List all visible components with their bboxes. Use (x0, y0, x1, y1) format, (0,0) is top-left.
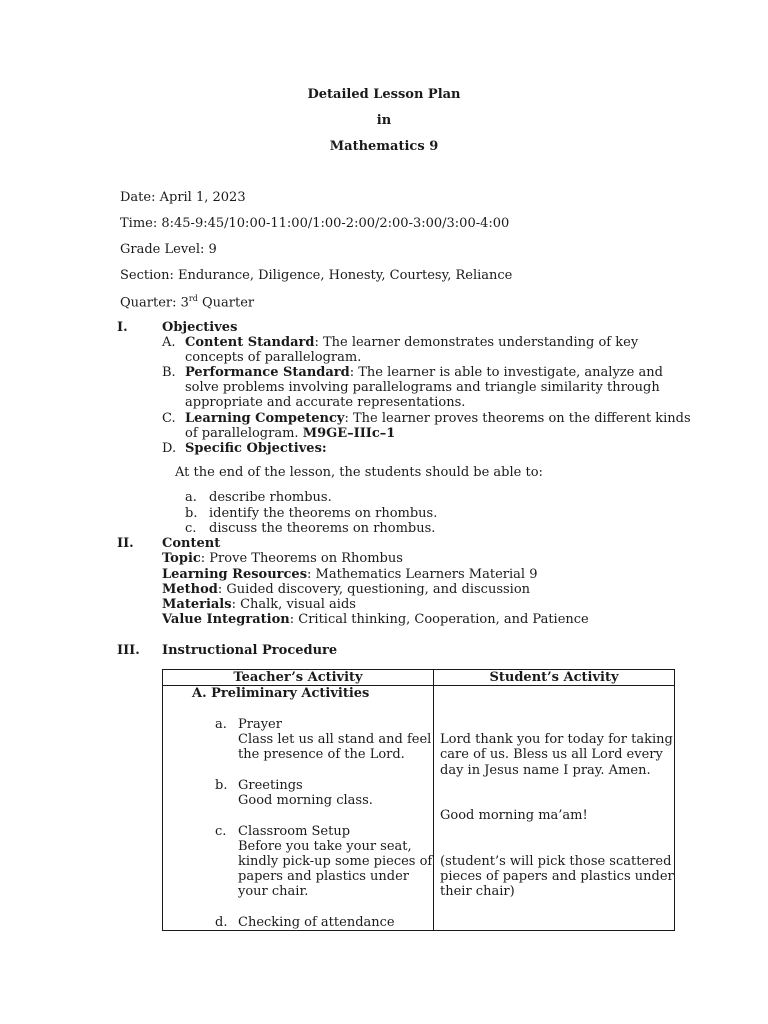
obj-c-letter: C. (162, 411, 176, 426)
prayer-letter: a. (215, 717, 227, 732)
obj-item-letter: a. (185, 490, 197, 505)
obj-c-line2 (185, 426, 395, 441)
obj-item-letter: b. (185, 506, 198, 521)
obj-b-line3: appropriate and accurate representations. (185, 395, 466, 410)
obj-item-text: describe rhombus. (209, 490, 332, 505)
obj-a-letter: A. (162, 335, 176, 350)
quarter-suffix: Quarter (197, 295, 255, 311)
content-standard-text: : The learner demonstrates understanding of key (314, 335, 639, 350)
title-line-1: Detailed Lesson Plan (307, 87, 461, 102)
date-line: Date: April 1, 2023 (120, 190, 246, 205)
greetings-letter: b. (215, 778, 228, 793)
student-cell (434, 686, 675, 931)
method-text: : Guided discovery, questioning, and discussion (217, 582, 531, 597)
student-setup-line1: (student’s will pick those scattered (440, 854, 672, 869)
learning-competency-text2: of parallelogram. (185, 426, 303, 441)
attendance-letter: d. (215, 915, 228, 930)
preliminary-activities-heading: A. Preliminary Activities (192, 686, 370, 701)
method-label: Method (162, 582, 218, 597)
title-line-2: in (376, 113, 392, 128)
objectives-intro: At the end of the lesson, the students should be able to: (175, 465, 543, 480)
specific-objectives-label: Specific Objectives: (185, 441, 327, 456)
obj-b-letter: B. (162, 365, 176, 380)
student-prayer-line2: care of us. Bless us all Lord every (440, 747, 663, 762)
student-column-header: Student’s Activity (434, 670, 675, 686)
student-greeting: Good morning ma’am! (440, 808, 588, 823)
content-numeral: II. (117, 536, 134, 551)
topic-label: Topic (162, 551, 201, 566)
materials-text: : Chalk, visual aids (231, 597, 356, 612)
topic-text: : Prove Theorems on Rhombus (200, 551, 403, 566)
teacher-column-header: Teacher’s Activity (163, 670, 434, 686)
student-prayer-line3: day in Jesus name I pray. Amen. (440, 763, 651, 778)
procedure-heading: Instructional Procedure (162, 643, 338, 658)
obj-item-text: identify the theorems on rhombus. (209, 506, 438, 521)
obj-b-line1 (185, 365, 663, 380)
materials-line (162, 597, 356, 612)
table-row (163, 686, 675, 931)
obj-c-line1 (185, 411, 691, 426)
method-line (162, 582, 530, 597)
competency-code: M9GE–IIIc–1 (302, 426, 396, 441)
obj-item-text: discuss the theorems on rhombus. (209, 521, 436, 536)
quarter-sup: rd (188, 294, 198, 303)
quarter-line (120, 294, 254, 310)
greetings-line1: Good morning class. (238, 793, 373, 808)
obj-b-line2: solve problems involving parallelograms and triangle similarity through (185, 380, 660, 395)
topic-line (162, 551, 403, 566)
title-line-3: Mathematics 9 (329, 139, 439, 154)
learning-competency-text: : The learner proves theorems on the different kinds (344, 411, 691, 426)
obj-a-line1 (185, 335, 638, 350)
performance-standard-label: Performance Standard (185, 365, 350, 380)
setup-line1: Before you take your seat, (238, 839, 412, 854)
section-line: Section: Endurance, Diligence, Honesty, Courtesy, Reliance (120, 268, 513, 283)
obj-item-letter: c. (185, 521, 197, 536)
student-prayer-line1: Lord thank you for today for taking (440, 732, 673, 747)
prayer-title: Prayer (238, 717, 282, 732)
performance-standard-text: : The learner is able to investigate, analyze and (349, 365, 663, 380)
setup-line3: papers and plastics under (238, 869, 410, 884)
setup-line4: your chair. (238, 884, 309, 899)
obj-d-letter: D. (162, 441, 177, 456)
attendance-title: Checking of attendance (238, 915, 395, 930)
value-line (162, 612, 589, 627)
student-setup-line2: pieces of papers and plastics under (440, 869, 674, 884)
objectives-numeral: I. (117, 320, 128, 335)
value-text: : Critical thinking, Cooperation, and Patience (289, 612, 589, 627)
prayer-line1: Class let us all stand and feel (238, 732, 432, 747)
time-line: Time: 8:45-9:45/10:00-11:00/1:00-2:00/2:00-3:00/3:00-4:00 (120, 216, 510, 231)
materials-label: Materials (162, 597, 232, 612)
table-header-row (163, 670, 675, 686)
teacher-cell (163, 686, 434, 931)
procedure-numeral: III. (117, 643, 140, 658)
quarter-prefix: Quarter: 3 (120, 295, 189, 311)
grade-line: Grade Level: 9 (120, 242, 217, 257)
prayer-line2: the presence of the Lord. (238, 747, 405, 762)
procedure-table (162, 669, 675, 931)
resources-label: Learning Resources (162, 567, 308, 582)
content-standard-label: Content Standard (185, 335, 315, 350)
learning-competency-label: Learning Competency (185, 411, 345, 426)
student-setup-line3: their chair) (440, 884, 515, 899)
setup-title: Classroom Setup (238, 824, 351, 839)
setup-line2: kindly pick-up some pieces of (238, 854, 433, 869)
obj-a-line2: concepts of parallelogram. (185, 350, 362, 365)
content-heading: Content (162, 536, 221, 551)
objectives-heading: Objectives (162, 320, 238, 335)
setup-letter: c. (215, 824, 227, 839)
greetings-title: Greetings (238, 778, 303, 793)
resources-text: : Mathematics Learners Material 9 (307, 567, 538, 582)
value-label: Value Integration (162, 612, 290, 627)
resources-line (162, 567, 537, 582)
